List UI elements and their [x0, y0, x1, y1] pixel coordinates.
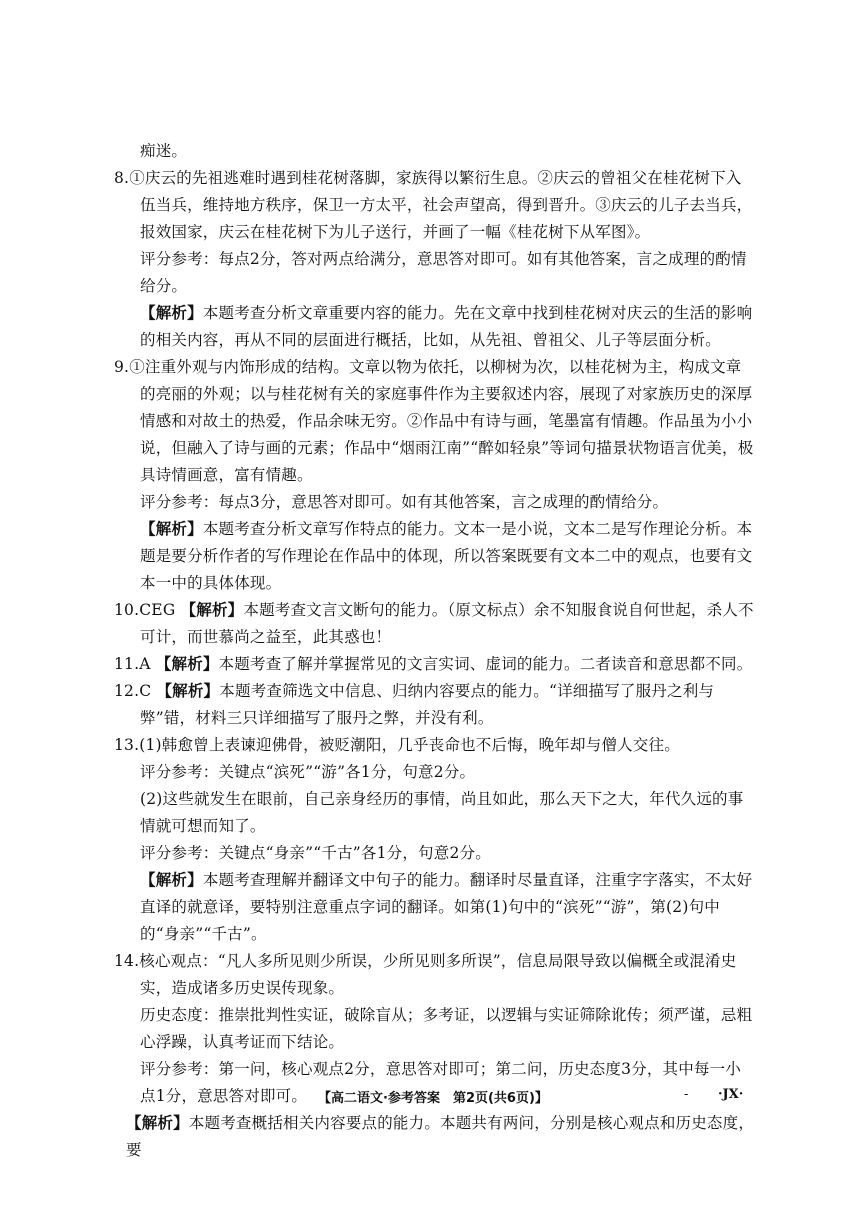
- answer-11-choice: 11.A: [114, 655, 151, 673]
- scoring-14-text: 评分参考：第一问，核心观点2分，意思答对即可；第二问，历史态度3分，其中每一小点1分，意思答对即可。: [140, 1060, 742, 1105]
- scoring-13-2-text: 评分参考：关键点“身亲”“千古”各1分，句意2分。: [140, 844, 491, 862]
- analysis-label: 【解析】: [140, 871, 203, 889]
- answer-14-attitude: [114, 1002, 754, 1056]
- answer-11: [114, 651, 754, 678]
- analysis-label: 【解析】: [155, 655, 219, 673]
- analysis-label: 【解析】: [140, 520, 203, 538]
- page-footer: [0, 1087, 868, 1107]
- scoring-8-text: 评分参考：每点2分，答对两点给满分，意思答对即可。如有其他答案，言之成理的酌情给分。: [140, 250, 747, 295]
- analysis-8: [114, 300, 754, 354]
- analysis-13: [114, 867, 754, 948]
- answer-13-1: [114, 732, 754, 759]
- answer-12-text: 本题考查筛选文中信息、归纳内容要点的能力。“详细描写了服丹之利与弊”错，材料三只详细描写了服丹之弊，并没有利。: [140, 682, 715, 727]
- answer-9-text: 9.①注重外观与内饰形成的结构。文章以物为依托，以柳树为次，以桂花树为主，构成文章的亮丽的外观；以与桂花树有关的家庭事件作为主要叙述内容，展现了对家族历史的深厚情感和对故土的热爱，作品余味无穷。②作品中有诗与画，笔墨富有情趣。作品虽为小小说，但融入了诗与画的元素；作品中“烟雨江南”“醉如轻泉”等词句描景状物语言优美，极具诗情画意，富有情趣。: [114, 358, 754, 484]
- answer-13-2: [114, 786, 754, 840]
- answer-14-core-text: 14.核心观点：“凡人多所见则少所误，少所见则多所误”，信息局限导致以偏概全或混淆史实，造成诸多历史误传现象。: [114, 952, 737, 997]
- scoring-9: [114, 489, 754, 516]
- continuation-line: 痴迷。: [140, 142, 188, 160]
- answer-12-choice: 12.C: [114, 682, 152, 700]
- analysis-14-text: 本题考查概括相关内容要点的能力。本题共有两问，分别是核心观点和历史态度，要: [126, 1114, 755, 1159]
- analysis-label: 【解析】: [140, 304, 203, 322]
- footer-dash: -: [684, 1087, 689, 1102]
- answer-14-attitude-text: 历史态度：推崇批判性实证，破除盲从；多考证，以逻辑与实证筛除讹传；须严谨，忌粗心浮躁，认真考证而下结论。: [140, 1006, 753, 1051]
- analysis-13-text: 本题考查理解并翻译文中句子的能力。翻译时尽量直译，注重字字落实，不太好直译的就意译，要特别注意重点字词的翻译。如第(1)句中的“滨死”“游”，第(2)句中的“身亲”“千古”。: [140, 871, 753, 943]
- answer-8-text: 8.①庆云的先祖逃难时遇到桂花树落脚，家族得以繁衍生息。②庆云的曾祖父在桂花树下入伍当兵，维持地方秩序，保卫一方太平，社会声望高，得到晋升。③庆云的儿子去当兵，报效国家，庆云在桂花树下为儿子送行，并画了一幅《桂花树下从军图》。: [114, 169, 753, 241]
- answer-13-1-text: 13.(1)韩愈曾上表谏迎佛骨，被贬潮阳，几乎丧命也不后悔，晚年却与僧人交往。: [114, 736, 680, 754]
- answer-10-choice: 10.CEG: [114, 601, 176, 619]
- answer-10-text: 本题考查文言文断句的能力。（原文标点）余不知服食说自何世起，杀人不可计，而世慕尚之益至，此其惑也！: [140, 601, 754, 646]
- analysis-8-text: 本题考查分析文章重要内容的能力。先在文章中找到桂花树对庆云的生活的影响的相关内容，再从不同的层面进行概括，比如，从先祖、曾祖父、儿子等层面分析。: [140, 304, 753, 349]
- analysis-9: [114, 516, 754, 597]
- footer-title: 【高二语文·参考答案 第2页(共6页)】: [318, 1091, 548, 1106]
- analysis-label: 【解析】: [156, 682, 220, 700]
- analysis-9-text: 本题考查分析文章写作特点的能力。文本一是小说，文本二是写作理论分析。本题是要分析作者的写作理论在作品中的体现，所以答案既要有文本二中的观点，也要有文本一中的具体体现。: [140, 520, 753, 592]
- answer-11-text: 本题考查了解并掌握常见的文言实词、虚词的能力。二者读音和意思都不同。: [218, 655, 753, 673]
- scoring-13-2: [114, 840, 754, 867]
- analysis-14: [114, 1110, 754, 1164]
- scoring-13-1: [114, 759, 754, 786]
- footer-code: ·JX·: [718, 1087, 744, 1102]
- answer-content: [114, 138, 754, 1164]
- scoring-9-text: 评分参考：每点3分，意思答对即可。如有其他答案，言之成理的酌情给分。: [140, 493, 669, 511]
- item-0-text: [114, 138, 754, 165]
- answer-12: [114, 678, 754, 732]
- answer-9: [114, 354, 754, 489]
- analysis-label: 【解析】: [180, 601, 244, 619]
- answer-13-2-text: (2)这些就发生在眼前，自己亲身经历的事情，尚且如此，那么天下之大，年代久远的事情就可想而知了。: [140, 790, 744, 835]
- answer-8: [114, 165, 754, 246]
- answer-10: [114, 597, 754, 651]
- scoring-8: [114, 246, 754, 300]
- scoring-13-1-text: 评分参考：关键点“滨死”“游”各1分，句意2分。: [140, 763, 476, 781]
- analysis-label: 【解析】: [126, 1114, 189, 1132]
- answer-14-core: [114, 948, 754, 1002]
